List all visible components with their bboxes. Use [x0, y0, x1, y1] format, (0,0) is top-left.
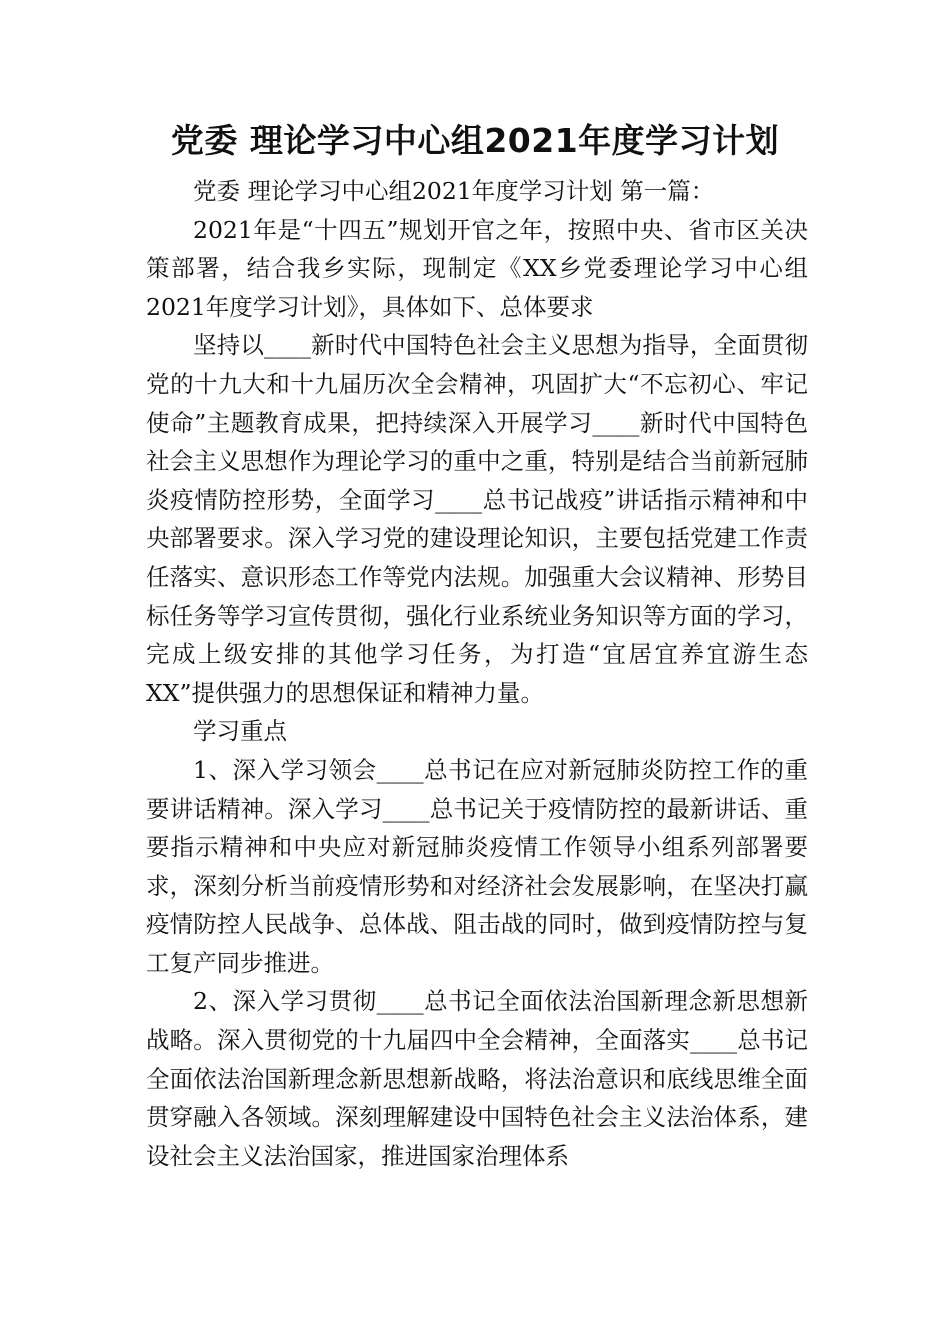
- heading-study-focus: 学习重点: [193, 717, 287, 746]
- paragraph-subtitle: 党委 理论学习中心组2021年度学习计划 第一篇：: [193, 177, 715, 205]
- document-body: [146, 172, 808, 1175]
- paragraph-general-requirements: 坚持以____新时代中国特色社会主义思想为指导，全面贯彻党的十九大和十九届历次全会精神，巩固扩大“不忘初心、牢记使命”主题教育成果，把持续深入开展学习____新时代中国特色社会主义思想作为理论学习的重中之重，特别是结合当前新冠肺炎疫情防控形势，全面学习____总书记战疫”讲话指示精神和中央部署要求。深入学习党的建设理论知识，主要包括党建工作责任落实、意识形态工作等党内法规。加强重大会议精神、形势目标任务等学习宣传贯彻，强化行业系统业务知识等方面的学习，完成上级安排的其他学习任务，为打造“宜居宜养宜游生态XX”提供强力的思想保证和精神力量。: [146, 331, 808, 707]
- paragraph-focus-2: 2、深入学习贯彻____总书记全面依法治国新理念新思想新战略。深入贯彻党的十九届四中全会精神，全面落实____总书记全面依法治国新理念新思想新战略，将法治意识和底线思维全面贯穿融入各领域。深刻理解建设中国特色社会主义法治体系，建设社会主义法治国家，推进国家治理体系: [146, 987, 808, 1170]
- document-title: 党委 理论学习中心组2021年度学习计划: [170, 121, 780, 160]
- paragraph-focus-1: 1、深入学习领会____总书记在应对新冠肺炎防控工作的重要讲话精神。深入学习____总书记关于疫情防控的最新讲话、重要指示精神和中央应对新冠肺炎疫情工作领导小组系列部署要求，深刻分析当前疫情形势和对经济社会发展影响，在坚决打赢疫情防控人民战争、总体战、阻击战的同时，做到疫情防控与复工复产同步推进。: [146, 755, 808, 977]
- paragraph-intro: 2021年是“十四五”规划开官之年，按照中央、省市区关决策部署，结合我乡实际，现制定《XX乡党委理论学习中心组2021年度学习计划》，具体如下、总体要求: [146, 215, 808, 321]
